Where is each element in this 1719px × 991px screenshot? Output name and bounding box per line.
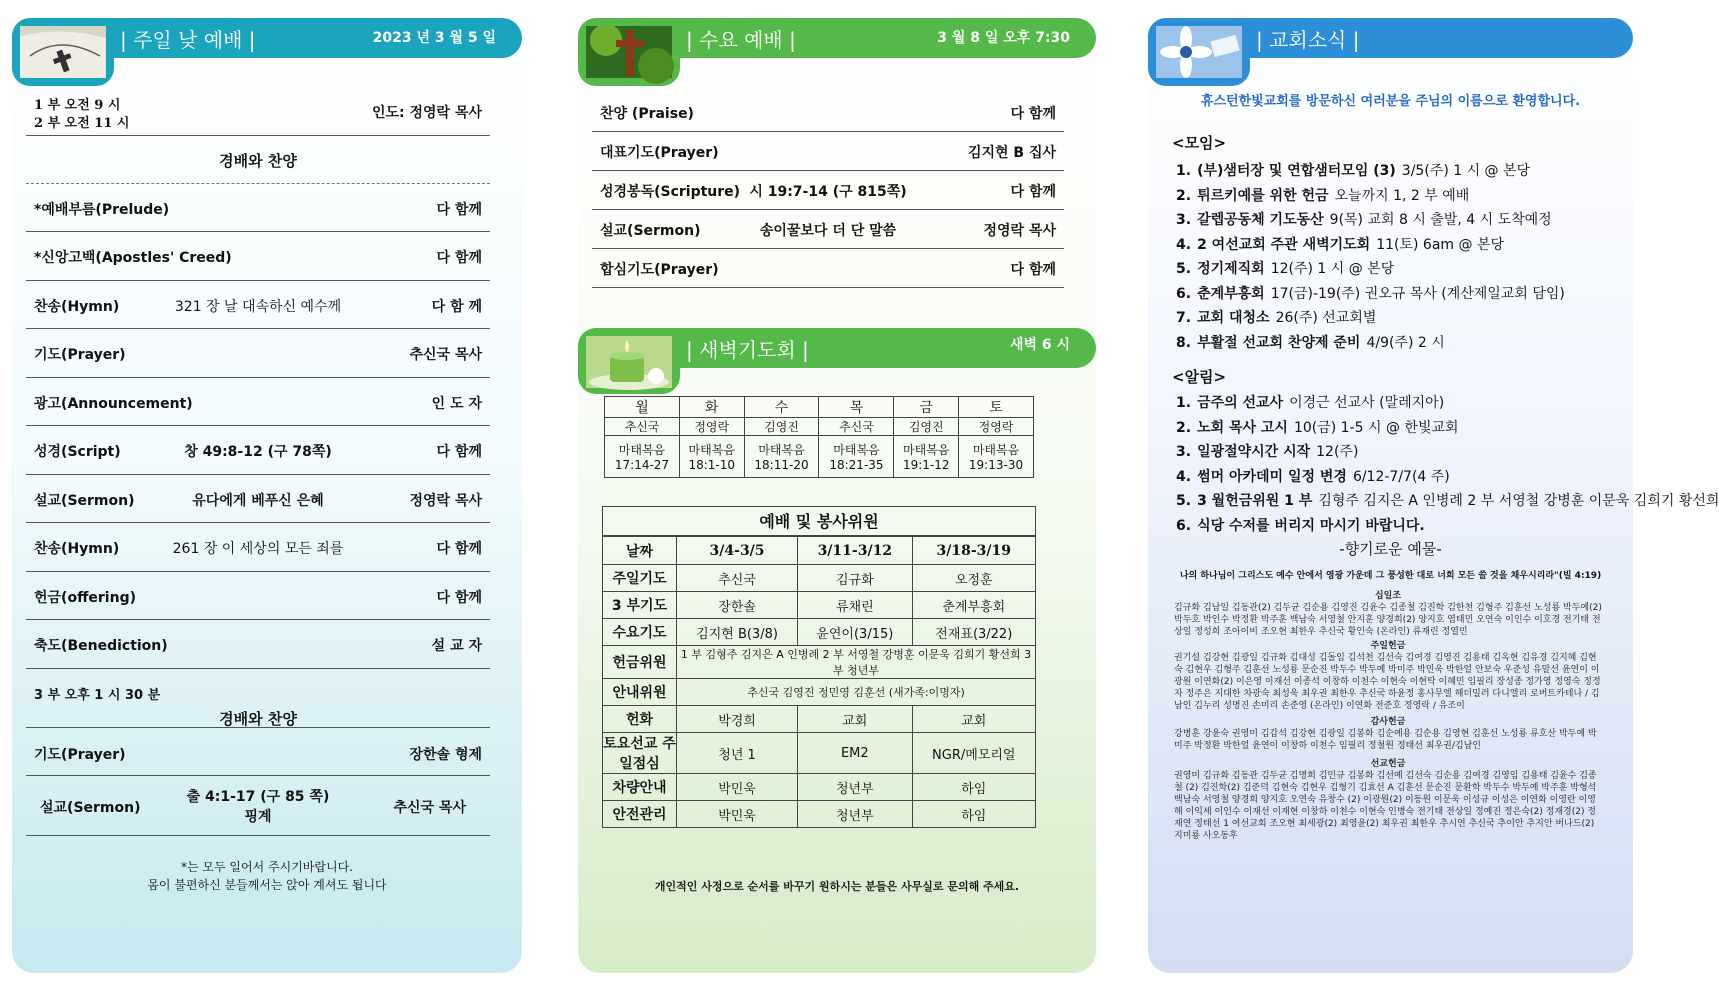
section-praise-2: 경배와 찬양 bbox=[219, 710, 297, 728]
meetings-heading: <모임> bbox=[1172, 134, 1227, 152]
dawn-verse: 19:13-30 bbox=[968, 458, 1024, 472]
news-item-name: 썸머 아카데미 일정 변경 bbox=[1197, 468, 1347, 485]
order-item bbox=[26, 623, 490, 669]
church-news-panel bbox=[1148, 18, 1719, 973]
order-item-label: 헌금(offering) bbox=[34, 589, 136, 606]
order-item bbox=[26, 477, 490, 523]
committee-cell: 춘계부흥회 bbox=[912, 592, 1035, 619]
dawn-day: 수 bbox=[744, 397, 819, 418]
order-item bbox=[26, 574, 490, 620]
dawn-day: 금 bbox=[894, 397, 959, 418]
news-item-num: 3. bbox=[1176, 212, 1192, 228]
order-item-label: 기도(Prayer) bbox=[34, 347, 126, 363]
dawn-verse: 18:21-35 bbox=[829, 458, 884, 472]
committee-cell: 장한솔 bbox=[677, 592, 798, 619]
committee-row-label: 헌화 bbox=[603, 706, 677, 733]
committee-cell: 하임 bbox=[912, 801, 1035, 828]
sunday-header-tab bbox=[12, 18, 114, 86]
committee-span-cell: 추신국 김영진 정민영 김훈선 (새가족:이명자) bbox=[677, 679, 1036, 706]
order-item-center: 창 49:8-12 (구 78쪽) bbox=[184, 444, 332, 460]
dawn-verse: 18:1-10 bbox=[688, 458, 736, 472]
dawn-passage bbox=[894, 436, 959, 478]
news-item-name: 일광절약시간 시작 bbox=[1197, 444, 1311, 460]
dawn-leader: 추신국 bbox=[605, 418, 680, 436]
news-item-name: 3 월헌금위원 1 부 bbox=[1197, 493, 1313, 509]
dawn-book: 마태복음 bbox=[833, 443, 880, 457]
news-item bbox=[1176, 234, 1504, 254]
dawn-passages-row bbox=[605, 436, 1034, 478]
order-item bbox=[26, 380, 490, 426]
section-praise-1: 경배와 찬양 bbox=[219, 152, 297, 170]
news-item bbox=[1176, 466, 1450, 486]
dawn-leaders-row bbox=[605, 418, 1034, 436]
dawn-day: 토 bbox=[959, 397, 1034, 418]
note-stand: *는 모두 일어서 주시기바랍니다. bbox=[181, 860, 353, 874]
news-item-name: 갈렙공동체 기도동산 bbox=[1197, 212, 1324, 228]
news-item-num: 7. bbox=[1176, 310, 1192, 326]
order-item-right: 다 함께 bbox=[1010, 183, 1056, 200]
sunday-worship-panel bbox=[12, 18, 522, 973]
news-item bbox=[1176, 441, 1358, 461]
order-item bbox=[592, 250, 1064, 288]
news-item bbox=[1176, 392, 1444, 412]
news-item-detail: 10(금) 1-5 시 @ 한빛교회 bbox=[1293, 419, 1459, 436]
dawn-verse: 17:14-27 bbox=[614, 458, 670, 472]
order-item bbox=[26, 332, 490, 378]
news-item-name: 금주의 선교사 bbox=[1197, 395, 1284, 411]
news-item-name: 노회 목사 고시 bbox=[1197, 419, 1288, 436]
news-item-num: 8. bbox=[1176, 334, 1192, 351]
news-item bbox=[1176, 283, 1565, 303]
order-item bbox=[26, 526, 490, 572]
news-item-detail: 11(토) 6am @ 본당 bbox=[1376, 236, 1504, 253]
dawn-time: 새벽 6 시 bbox=[1009, 337, 1070, 353]
order-item bbox=[26, 283, 490, 329]
order-item-right: 정영락 목사 bbox=[983, 222, 1056, 239]
dawn-leader: 김영진 bbox=[744, 418, 819, 436]
order-item-right: 다 함께 bbox=[1010, 261, 1056, 278]
order-item-label: 축도(Benediction) bbox=[34, 638, 168, 654]
dawn-passage bbox=[744, 436, 819, 478]
dawn-header-tab bbox=[578, 328, 680, 394]
news-item-num: 4. bbox=[1176, 468, 1192, 485]
sunday-title: | 주일 낮 예배 | bbox=[120, 28, 256, 52]
committee-row bbox=[603, 706, 1036, 733]
news-item-name: 부활절 선교회 찬양제 준비 bbox=[1197, 334, 1361, 351]
news-item-num: 4. bbox=[1176, 236, 1192, 253]
news-item-detail: 오늘까지 1, 2 부 예배 bbox=[1334, 187, 1470, 204]
news-item-name: 교회 대청소 bbox=[1197, 310, 1270, 326]
order-item bbox=[592, 172, 1064, 210]
notices-heading: <알림> bbox=[1172, 368, 1227, 386]
dawn-leader: 정영락 bbox=[959, 418, 1034, 436]
dawn-leader: 김영진 bbox=[894, 418, 959, 436]
order-item: 기도(Prayer) 장한솔 형제 bbox=[26, 732, 490, 776]
order-item-right: 다 함께 bbox=[436, 444, 482, 460]
wednesday-date: 3 월 8 일 오후 7:30 bbox=[937, 30, 1070, 46]
order-item bbox=[26, 235, 490, 281]
news-item-detail: 김형주 김지은 A 인병례 2 부 서영철 강병훈 이문욱 김희기 황선희 bbox=[1318, 493, 1719, 509]
news-item-num: 5. bbox=[1176, 493, 1192, 509]
dawn-verse: 19:1-12 bbox=[902, 458, 950, 472]
news-item-detail: 9(목) 교회 8 시 출발, 4 시 도착예정 bbox=[1329, 212, 1552, 228]
note-sit: 몸이 불편하신 분들께서는 앉아 계셔도 됩니다 bbox=[147, 878, 387, 892]
order-item-center: 송이꿀보다 더 단 말씀 bbox=[759, 222, 897, 239]
news-item-name: 2 여선교회 주관 새벽기도회 bbox=[1197, 236, 1371, 253]
order-item-right: 다 함께 bbox=[436, 589, 482, 606]
committee-cell: 교회 bbox=[912, 706, 1035, 733]
sunday-date: 2023 년 3 월 5 일 bbox=[372, 30, 496, 46]
news-item-detail: 12(주) bbox=[1316, 444, 1359, 460]
tithe-section: 십일조 김규화 김남일 김동관(2) 김두균 김순용 김영진 김윤수 김종철 김진학 김한천 김형주 김훈선 노성룡 박두예(2) 박두호 박인수 박정환 박주훈 백남숙 서영철 안지훈 양경희(2) 양지호 염태민 오연숙 이인수 이호경 전기태 전상일 정성희 조아이비 조오현 최한우 추신국 황인숙 (온라인) 류재린 정열민 bbox=[1174, 591, 1602, 637]
committee-span-cell: 1 부 김형주 김지은 A 인병례 2 부 서영철 강병훈 이문욱 김희기 황선희 3 부 청년부 bbox=[677, 646, 1036, 679]
committee-row bbox=[603, 801, 1036, 828]
news-item bbox=[1176, 490, 1719, 510]
dawn-passage bbox=[959, 436, 1034, 478]
news-item bbox=[1176, 307, 1376, 327]
wednesday-header-tab bbox=[578, 18, 680, 86]
committee-row bbox=[603, 679, 1036, 706]
committee-cell: 추신국 bbox=[677, 565, 798, 592]
committee-header-cell: 3/11-3/12 bbox=[798, 537, 912, 565]
order-item bbox=[592, 133, 1064, 171]
committee-table bbox=[602, 536, 1036, 828]
committee-row-label: 안내위원 bbox=[603, 679, 677, 706]
committee-row-label: 수요기도 bbox=[603, 619, 677, 646]
news-item-detail: 6/12-7/7(4 주) bbox=[1352, 468, 1450, 485]
order-item-label: *신앙고백(Apostles' Creed) bbox=[34, 250, 232, 266]
dawn-passage bbox=[819, 436, 894, 478]
dawn-book: 마태복음 bbox=[903, 443, 950, 457]
news-item-detail: 3/5(주) 1 시 @ 본당 bbox=[1401, 163, 1531, 179]
dawn-schedule-table bbox=[604, 396, 1034, 478]
order-item-right: 다 함께 bbox=[1010, 105, 1056, 122]
service2: 2 부 오전 11 시 bbox=[34, 116, 130, 131]
news-item-num: 6. bbox=[1176, 517, 1192, 534]
dawn-passage bbox=[605, 436, 680, 478]
committee-row-label: 헌금위원 bbox=[603, 646, 677, 679]
committee-cell: 하임 bbox=[912, 774, 1035, 801]
news-item-num: 1. bbox=[1176, 163, 1192, 179]
service3: 3 부 오후 1 시 30 분 bbox=[34, 688, 161, 703]
service-times-row bbox=[26, 88, 490, 136]
news-item-num: 2. bbox=[1176, 419, 1192, 436]
news-item-detail: 26(주) 선교회별 bbox=[1275, 310, 1377, 326]
dawn-book: 마태복음 bbox=[758, 443, 805, 457]
committee-cell: 청년부 bbox=[798, 774, 912, 801]
order-item-label: 성경(Script) bbox=[34, 444, 121, 460]
committee-cell: 류채린 bbox=[798, 592, 912, 619]
order-item-label: 찬송(Hymn) bbox=[34, 541, 120, 557]
wooden-cross-icon bbox=[586, 26, 672, 78]
order-item-right: 설 교 자 bbox=[431, 638, 482, 654]
dawn-day: 화 bbox=[679, 397, 744, 418]
candle-icon bbox=[586, 336, 672, 388]
news-item-detail: 이경근 선교사 (말레지아) bbox=[1289, 395, 1445, 411]
order-item-label: 합심기도(Prayer) bbox=[600, 261, 719, 278]
dawn-book: 마태복음 bbox=[972, 443, 1020, 457]
order-item-label: 찬송(Hymn) bbox=[34, 298, 120, 315]
dawn-passage bbox=[679, 436, 744, 478]
divider bbox=[26, 726, 490, 728]
news-item bbox=[1176, 515, 1431, 535]
order-item bbox=[592, 94, 1064, 132]
news-item bbox=[1176, 417, 1459, 437]
news-item bbox=[1176, 185, 1469, 205]
offering-title: -향기로운 예물- bbox=[1339, 540, 1442, 558]
news-item-num: 1. bbox=[1176, 395, 1192, 411]
news-item-num: 6. bbox=[1176, 285, 1192, 302]
committee-cell: NGR/메모리얼 bbox=[912, 733, 1035, 774]
offering-verse: 나의 하나님이 그리스도 예수 안에서 영광 가운데 그 풍성한 대로 너희 모든 쓸 것을 채우시리라"(빌 4:19) bbox=[1179, 571, 1602, 581]
flower-icon bbox=[1156, 26, 1242, 78]
order-item-right: 추신국 목사 bbox=[409, 347, 482, 363]
committee-row-label: 주일기도 bbox=[603, 565, 677, 592]
news-item-name: 식당 수저를 버리지 마시기 바랍니다. bbox=[1197, 517, 1425, 534]
mission-offering-section: 선교헌금 권영미 김규화 김동관 김두균 김명희 김민규 김봉화 김선예 김선숙 김순용 김여경 김영임 김용태 김윤수 김종철 (2) 김진학(2) 김준덕 김현숙 김현우 김형기 김효선 A 김훈선 문순진 문환학 박두수 박두예 박주훈 박형석 백남숙 서영철 양경희 양지호 오연숙 유창수 (2) 이광원(2) 이동원 이문욱 이성규 이성은 이연화 이영란 이영해 이익세 이인수 이재선 이재현 이창하 이천수 이현숙 인병숙 전기태 전상일 정예진 정은숙(2) 정재경(2) 정재연 정태선 1 여선교회 조오현 최세광(2) 최영윤(2) 최우권 최한우 추시연 추신국 추이안 추지안 버나드(2) 지미룡 사오동후 bbox=[1174, 759, 1597, 841]
news-item-name: 튀르키예를 위한 헌금 bbox=[1197, 187, 1329, 204]
committee-header-cell: 3/18-3/19 bbox=[912, 537, 1035, 565]
order-item-center: 유다에게 베푸신 은혜 bbox=[192, 492, 324, 509]
committee-cell: 김지현 B(3/8) bbox=[677, 619, 798, 646]
dawn-verse: 18:11-20 bbox=[754, 458, 809, 472]
committee-header-row bbox=[603, 537, 1036, 565]
committee-cell: EM2 bbox=[798, 733, 912, 774]
news-item bbox=[1176, 209, 1552, 229]
dawn-days-row bbox=[605, 397, 1034, 418]
dawn-day: 목 bbox=[819, 397, 894, 418]
news-header-tab bbox=[1148, 18, 1250, 86]
committee-row bbox=[603, 774, 1036, 801]
committee-cell: 오정훈 bbox=[912, 565, 1035, 592]
order-item bbox=[592, 211, 1064, 249]
committee-header-cell: 날짜 bbox=[603, 537, 677, 565]
committee-note: 개인적인 사정으로 순서를 바꾸기 원하시는 분들은 사무실로 문의해 주세요. bbox=[654, 880, 1020, 893]
order-item: 설교(Sermon) 출 4:1-17 (구 85 쪽) 핑계 추신국 목사 bbox=[26, 778, 490, 836]
committee-row bbox=[603, 619, 1036, 646]
thanks-offering-section: 감사헌금 강병훈 강윤숙 권영미 김갑석 김강현 김광일 김봉화 김순예용 김순용 김영현 김훈선 노성룡 류호산 박두예 박미주 박정환 박한얼 윤연이 이창하 이천수 임필리 정철원 정태선 최우권/김남인 bbox=[1174, 717, 1597, 751]
order-item-label: 설교(Sermon) bbox=[600, 222, 701, 239]
dawn-leader: 추신국 bbox=[819, 418, 894, 436]
news-item-name: 정기제직회 bbox=[1197, 261, 1265, 277]
cross-necklace-icon bbox=[20, 26, 106, 78]
committee-cell: 박경희 bbox=[677, 706, 798, 733]
order-item-right: 다 함께 bbox=[436, 250, 482, 266]
order-item-label: 찬양 (Praise) bbox=[600, 105, 694, 122]
order-item-right: 정영락 목사 bbox=[409, 492, 482, 509]
order-item-center: 321 장 날 대속하신 예수께 bbox=[174, 298, 342, 315]
dawn-title: | 새벽기도회 | bbox=[686, 338, 809, 362]
committee-row bbox=[603, 565, 1036, 592]
committee-title: 예배 및 봉사위원 bbox=[602, 506, 1036, 536]
news-item-name: 춘계부흥회 bbox=[1197, 285, 1265, 302]
order-item-center: 261 장 이 세상의 모든 죄를 bbox=[172, 541, 344, 557]
committee-cell: 윤연이(3/15) bbox=[798, 619, 912, 646]
dawn-book: 마태복음 bbox=[688, 443, 735, 457]
news-item bbox=[1176, 332, 1445, 352]
order-item-label: 설교(Sermon) bbox=[34, 492, 135, 509]
wednesday-title: | 수요 예배 | bbox=[686, 28, 796, 52]
sunday-offering-section: 주일헌금 권기설 김강현 김광일 김규화 김대성 김돌임 김석천 김선숙 김여경 김영진 김용태 김옥현 김유경 김지혜 김현숙 김현우 김형주 김훈선 노성룡 문순진 박두수 박두예 박미주 박민욱 박한얼 안보숙 우준성 유말선 윤연이 이광원 이연화(2) 이은영 이재선 이종석 이창하 이천수 이현숙 이현탁 이혜민 임필리 장성종 정가영 정영숙 정정자 정주은 지대한 차광숙 최성욱 최우권 최한우 추신국 하윤정 홍사무엘 해더밀러 다니엘리 로버트카테나 / 김남인 김누리 성명진 손미리 손준영 (온라인) 이연화 전준호 정영락 / 유조이 bbox=[1174, 641, 1601, 711]
order-item-right: 인 도 자 bbox=[431, 395, 482, 412]
dawn-day: 월 bbox=[605, 397, 680, 418]
order-item-label: *예배부름(Prelude) bbox=[34, 201, 170, 218]
committee-row-label: 토요선교 주일점심 bbox=[603, 733, 677, 774]
committee-cell: 박민욱 bbox=[677, 774, 798, 801]
committee-row-label: 차량안내 bbox=[603, 774, 677, 801]
leader: 인도: 정영락 목사 bbox=[371, 104, 482, 121]
wednesday-worship-panel bbox=[578, 18, 1096, 973]
committee-row-label: 안전관리 bbox=[603, 801, 677, 828]
news-item-detail: 4/9(주) 2 시 bbox=[1366, 334, 1445, 351]
committee-cell: 교회 bbox=[798, 706, 912, 733]
committee-cell: 청년 1 bbox=[677, 733, 798, 774]
committee-header-cell: 3/4-3/5 bbox=[677, 537, 798, 565]
news-item-detail: 12(주) 1 시 @ 본당 bbox=[1270, 261, 1395, 277]
committee-cell: 청년부 bbox=[798, 801, 912, 828]
dawn-leader: 정영락 bbox=[679, 418, 744, 436]
welcome-text: 휴스턴한빛교회를 방문하신 여러분을 주님의 이름으로 환영합니다. bbox=[1200, 94, 1581, 109]
committee-cell: 전재표(3/22) bbox=[912, 619, 1035, 646]
news-item bbox=[1176, 160, 1530, 180]
order-item-right: 다 함께 bbox=[436, 201, 482, 218]
news-item-detail: 17(금)-19(주) 권오규 목사 (계산제일교회 담임) bbox=[1270, 285, 1565, 302]
order-item bbox=[26, 186, 490, 232]
committee-row-label: 3 부기도 bbox=[603, 592, 677, 619]
order-item-right: 김지현 B 집사 bbox=[967, 144, 1056, 161]
dawn-book: 마태복음 bbox=[618, 443, 666, 457]
committee-cell: 박민욱 bbox=[677, 801, 798, 828]
divider bbox=[26, 166, 490, 184]
order-item-right: 다 함 께 bbox=[431, 298, 482, 315]
news-item-num: 3. bbox=[1176, 444, 1192, 460]
committee-row bbox=[603, 646, 1036, 679]
committee-row bbox=[603, 733, 1036, 774]
committee-row bbox=[603, 592, 1036, 619]
news-item-num: 5. bbox=[1176, 261, 1192, 277]
order-item bbox=[26, 429, 490, 475]
news-title: | 교회소식 | bbox=[1256, 28, 1360, 52]
news-item-num: 2. bbox=[1176, 187, 1192, 204]
committee-cell: 김규화 bbox=[798, 565, 912, 592]
order-item-label: 대표기도(Prayer) bbox=[600, 144, 719, 161]
order-item-center: 시 19:7-14 (구 815쪽) bbox=[749, 183, 907, 200]
news-item bbox=[1176, 258, 1394, 278]
order-item-label: 광고(Announcement) bbox=[34, 395, 193, 412]
order-item-right: 다 함께 bbox=[436, 541, 482, 557]
news-item-name: (부)샘터장 및 연합샘터모임 (3) bbox=[1197, 163, 1396, 179]
order-item-label: 성경봉독(Scripture) bbox=[600, 183, 741, 200]
service1: 1 부 오전 9 시 bbox=[34, 98, 121, 113]
